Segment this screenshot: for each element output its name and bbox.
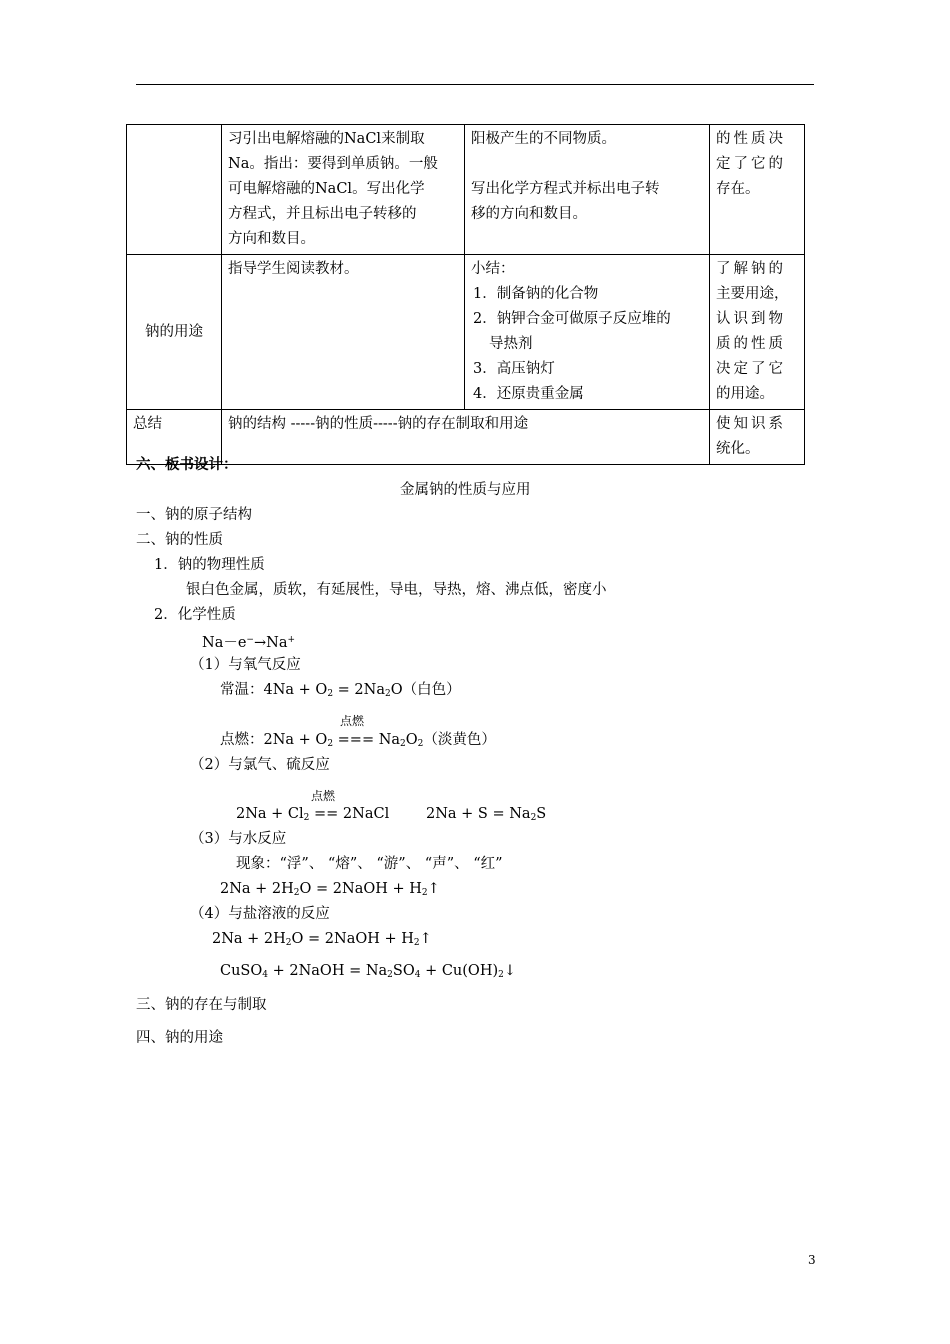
text-line: 认识到物	[716, 311, 786, 327]
cell-topic: 总结	[127, 410, 222, 465]
section-1: 一、钠的原子结构	[136, 507, 252, 523]
cell-topic	[127, 125, 222, 255]
eq-part: 2Na + S = Na	[426, 806, 531, 822]
list-item: 4．还原贵重金属	[473, 386, 584, 402]
page-number: 3	[808, 1253, 816, 1267]
eq-part: O = 2NaOH + H	[299, 881, 422, 897]
condition-label: 点燃	[340, 714, 365, 728]
ionization-equation: Na－e−→Na+	[202, 635, 296, 651]
text-line: 方程式，并且标出电子转移的	[228, 206, 417, 222]
reaction-chlorine: （2）与氯气、硫反应	[190, 757, 330, 773]
text-line: 可电解熔融的NaCl。写出化学	[228, 181, 425, 197]
eq-part: 常温：4Na + O	[220, 682, 328, 698]
eq-part: + Cu(OH)	[420, 963, 499, 979]
eq-part: == 2NaCl	[309, 806, 390, 822]
eq-part: 2Na + 2H	[212, 931, 286, 947]
eq-part: Na－e	[202, 635, 247, 651]
cell-purpose	[710, 255, 805, 410]
reaction-water: （3）与水反应	[190, 831, 287, 847]
equation-room-temp: 常温：$4Na + O_2 = 2Na_2O$（白色）	[220, 682, 461, 699]
condition-label: 点燃	[311, 789, 336, 803]
text-line: 的性质决	[716, 131, 786, 147]
text-line: 移的方向和数目。	[471, 206, 587, 222]
text-line: 了解钠的	[716, 261, 786, 277]
text-line: Na。指出：要得到单质钠。一般	[228, 156, 438, 172]
text-line: 统化。	[716, 441, 760, 457]
text-line: 习引出电解熔融的NaCl来制取	[228, 131, 425, 147]
board-title: 金属钠的性质与应用	[400, 482, 531, 498]
section-3: 三、钠的存在与制取	[136, 997, 267, 1013]
section-4: 四、钠的用途	[136, 1030, 223, 1046]
equation-water: $2Na + 2H_2O$ = 2NaOH + $H_2↑$	[220, 881, 440, 898]
up-arrow-icon: ↑	[419, 931, 432, 947]
spacer	[471, 152, 703, 177]
lesson-table	[126, 124, 805, 465]
reaction-oxygen: （1）与氧气反应	[190, 657, 301, 673]
text-line: 写出化学方程式并标出电子转	[471, 181, 660, 197]
section-2: 二、钠的性质	[136, 532, 223, 548]
list-item: 1．制备钠的化合物	[473, 286, 599, 302]
eq-part: CuSO	[220, 963, 263, 979]
text-line: 使知识系	[716, 416, 786, 432]
arrow-icon: →	[253, 635, 267, 651]
text-line: 阳极产生的不同物质。	[471, 131, 616, 147]
table-row	[127, 255, 805, 410]
cell-purpose	[710, 410, 805, 465]
eq-part: SO	[392, 963, 415, 979]
cell-purpose	[710, 125, 805, 255]
equation-sulfur: $2Na + S = Na_2S$	[426, 806, 547, 823]
text-line: 的用途。	[716, 386, 774, 402]
down-arrow-icon: ↓	[503, 963, 517, 979]
equation-ignite: 点燃：$2Na + O_2$ === $Na_2O_2$（淡黄色）	[220, 732, 496, 749]
eq-part: === Na	[333, 732, 401, 748]
cell-teacher-activity: 指导学生阅读教材。	[222, 255, 465, 410]
subsection-physical: 1．钠的物理性质	[154, 557, 265, 573]
eq-part: （淡黄色）	[423, 732, 496, 748]
text-line: 存在。	[716, 181, 760, 197]
eq-part: = 2Na	[333, 682, 385, 698]
text-line: 方向和数目。	[228, 231, 315, 247]
eq-part: O = 2NaOH + H	[291, 931, 414, 947]
equation-salt-1: $2Na + 2H_2O$ = 2NaOH + $H_2↑$	[212, 931, 432, 948]
text-line: 小结：	[471, 261, 515, 277]
eq-part: 点燃：2Na + O	[220, 732, 328, 748]
cell-student-activity	[465, 255, 710, 410]
phenomena: 现象：“浮”、 “熔”、 “游”、 “声”、 “红”	[236, 856, 503, 872]
cell-summary: 钠的结构 -----钠的性质-----钠的存在制取和用途	[222, 410, 710, 465]
table-row	[127, 125, 805, 255]
text-line: 定了它的	[716, 156, 786, 172]
eq-part: S	[536, 806, 547, 822]
eq-part: + 2NaOH = Na	[268, 963, 388, 979]
eq-part: Na	[266, 635, 288, 651]
equation-chlorine: $2Na + Cl_2$ == 2NaCl	[236, 806, 390, 823]
text-line: 决定了它	[716, 361, 786, 377]
list-item: 2．钠钾合金可做原子反应堆的	[473, 311, 671, 327]
list-item: 3．高压钠灯	[473, 361, 555, 377]
eq-part: 2Na + 2H	[220, 881, 294, 897]
eq-part: 2Na + Cl	[236, 806, 304, 822]
header-rule	[136, 84, 814, 85]
cell-teacher-activity	[222, 125, 465, 255]
text-line: 主要用途，	[716, 286, 789, 302]
eq-part: O	[405, 732, 418, 748]
section-heading: 六、板书设计：	[136, 456, 238, 473]
eq-part: O（白色）	[390, 682, 461, 698]
cell-topic: 钠的用途	[127, 255, 222, 410]
equation-salt-2: CuSO$_4$ + 2NaOH = $Na_2SO_4$ + $Cu(OH)_2↓$	[220, 963, 517, 980]
cell-student-activity	[465, 125, 710, 255]
up-arrow-icon: ↑	[427, 881, 440, 897]
reaction-salt: （4）与盐溶液的反应	[190, 906, 330, 922]
physical-properties: 银白色金属，质软，有延展性，导电，导热，熔、沸点低，密度小	[186, 582, 607, 598]
list-item: 导热剂	[489, 336, 533, 352]
text-line: 质的性质	[716, 336, 786, 352]
subsection-chemical: 2．化学性质	[154, 607, 236, 623]
